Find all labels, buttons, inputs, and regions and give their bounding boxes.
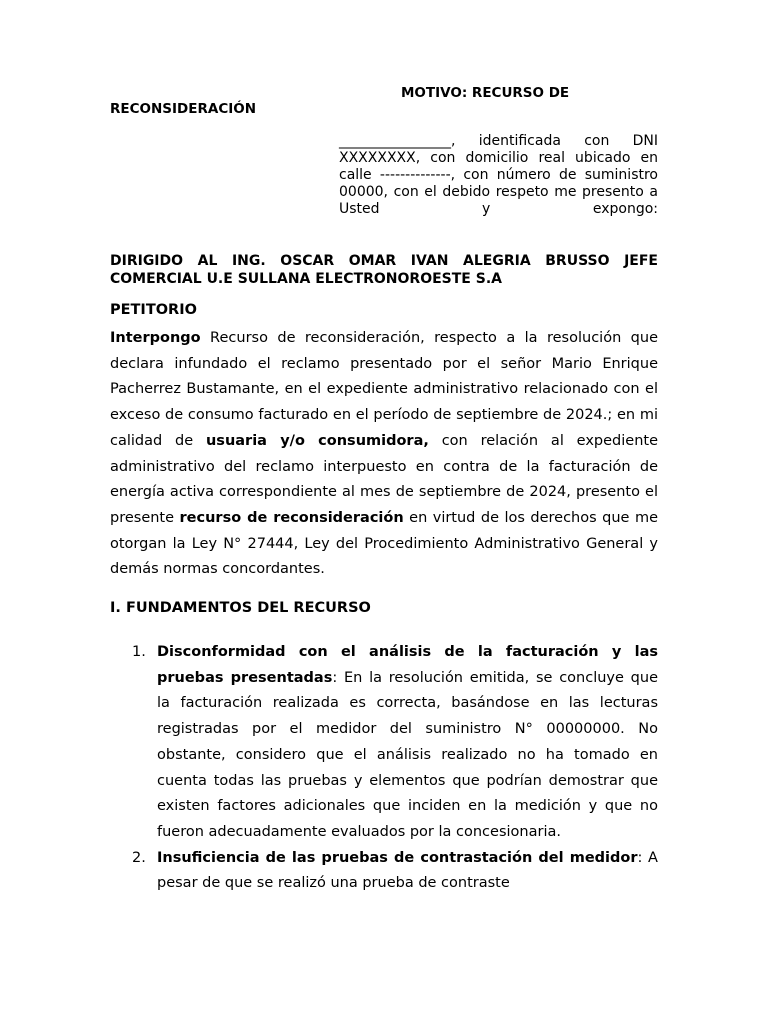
list-item-number: 1.	[132, 644, 146, 660]
list-item-title: Insuficiencia de las pruebas de contrastación del medidor	[157, 849, 638, 866]
list-item-title: Disconformidad con el análisis de la facturación y las pruebas presentadas	[157, 644, 658, 686]
list-item	[110, 846, 658, 897]
list-item-number: 2.	[132, 849, 146, 866]
petitorio-text-1: Recurso de reconsideración, respecto a la resolución que declara infundado el reclamo presentado por el señor Mario Enrique Pacherrez Bustamante, en el expediente administrativo relacionado con el exceso de consumo facturado en el período de septiembre de 2024.; en mi calidad de	[110, 330, 658, 449]
addressee-line-1: DIRIGIDO AL ING. OSCAR OMAR IVAN ALEGRIA BRUSSO JEFE	[110, 253, 658, 269]
fundamentos-list	[110, 640, 658, 897]
addressee	[110, 252, 658, 288]
identification-paragraph: ________________, identificada con DNI XXXXXXXX, con domicilio real ubicado en calle --------------, con número de suministro 00000, con el debido respeto me presento a Usted y expongo:	[339, 133, 658, 217]
petitorio-bold-2: usuaria y/o consumidora,	[205, 432, 429, 449]
list-item	[110, 640, 658, 846]
subject-line: MOTIVO: RECURSO DE	[401, 85, 570, 101]
fundamentos-heading: I. FUNDAMENTOS DEL RECURSO	[110, 600, 371, 616]
petitorio-bold-3: recurso de reconsideración	[179, 509, 404, 526]
list-item-text: : En la resolución emitida, se concluye que la facturación realizada es correcta, basándose en las lecturas registradas por el medidor del suministro N° 00000000. No obstante, considero que el análisis realizado no ha tomado en cuenta todas las pruebas y elementos que podrían demostrar que existen factores adicionales que inciden en la medición y que no fueron adecuadamente evaluados por la concesionaria.	[157, 669, 658, 840]
subject-line-continuation: RECONSIDERACIÓN	[110, 101, 257, 117]
list-item-text: : A pesar de que se realizó una prueba de contraste	[157, 849, 658, 892]
petitorio-text-2: con relación al expediente administrativo del reclamo interpuesto en contra de la facturación de energía activa correspondiente al mes de septiembre de 2024, presento el presente	[110, 432, 658, 526]
petitorio-heading: PETITORIO	[110, 302, 197, 318]
petitorio-text-3: en virtud de los derechos que me otorgan la Ley N° 27444, Ley del Procedimiento Administrativo General y demás normas concordantes.	[110, 509, 658, 578]
addressee-line-2: COMERCIAL U.E SULLANA ELECTRONOROESTE S.A	[110, 271, 502, 287]
petitorio-lead: Interpongo	[110, 330, 201, 346]
petitorio-paragraph	[110, 326, 658, 583]
